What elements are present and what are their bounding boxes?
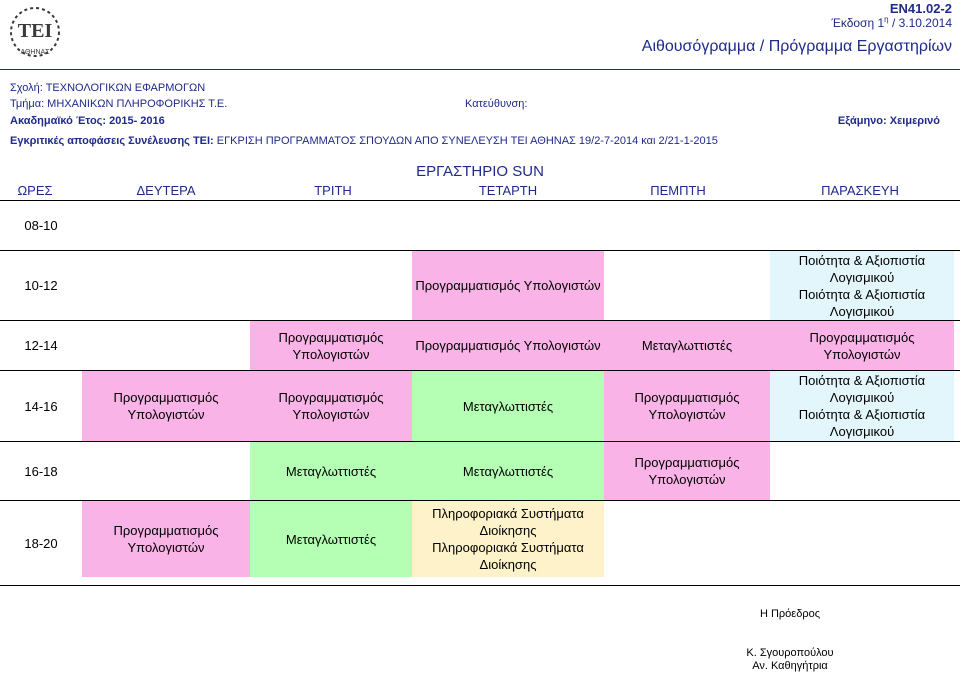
class-cell: Μεταγλωττιστές (250, 501, 412, 577)
signature-name: Κ. Σγουροπούλου (746, 647, 834, 659)
class-cell: Προγραμματισμός Υπολογιστών (770, 321, 954, 370)
class-cell: Μεταγλωττιστές (412, 442, 604, 500)
class-cell: Προγραμματισμός Υπολογιστών (604, 371, 770, 441)
day-header-wednesday: ΤΕΤΑΡΤΗ (478, 183, 538, 198)
class-cell: Προγραμματισμός Υπολογιστών (250, 371, 412, 441)
grid-line (0, 585, 960, 586)
direction-label: Κατεύθυνση: (465, 98, 528, 110)
grid-line (0, 200, 960, 201)
tei-athens-logo (4, 2, 66, 60)
class-cell: Ποιότητα & Αξιοπιστία Λογισμικού Ποιότητα & Αξιοπιστία Λογισμικού (770, 251, 954, 320)
school-label: Σχολή: ΤΕΧΝΟΛΟΓΙΚΩΝ ΕΦΑΡΜΟΓΩΝ (10, 82, 206, 94)
decisions-label: Εγκριτικές αποφάσεις Συνέλευσης ΤΕΙ: ΕΓΚΡΙΣΗ ΠΡΟΓΡΑΜΜΑΤΟΣ ΣΠΟΥΔΩΝ ΑΠΟ ΣΥΝΕΛΕΥΣΗ ΤΕΙ ΑΘΗΝΑΣ 19/2-7-2014 και 2/21-1-2015 (10, 135, 718, 147)
class-cell: Προγραμματισμός Υπολογιστών (82, 371, 250, 441)
time-slot: 10-12 (24, 278, 58, 293)
signature-role: Η Πρόεδρος (759, 608, 821, 620)
lab-title: ΕΡΓΑΣΤΗΡΙΟ SUN (416, 163, 544, 180)
semester-label: Εξάμηνο: Χειμερινό (837, 115, 940, 127)
document-title: Αιθουσόγραμμα / Πρόγραμμα Εργαστηρίων (641, 38, 952, 55)
time-slot: 14-16 (24, 398, 58, 414)
class-cell: Ποιότητα & Αξιοπιστία Λογισμικού Ποιότητα & Αξιοπιστία Λογισμικού (770, 371, 954, 441)
hours-header: ΩΡΕΣ (17, 183, 53, 198)
svg-text:ΑΘΗΝΑΣ: ΑΘΗΝΑΣ (20, 49, 50, 56)
class-cell: Προγραμματισμός Υπολογιστών (250, 321, 412, 370)
class-cell: Μεταγλωττιστές (412, 371, 604, 441)
day-header-monday: ΔΕΥΤΕΡΑ (136, 183, 196, 198)
department-label: Τμήμα: ΜΗΧΑΝΙΚΩΝ ΠΛΗΡΟΦΟΡΙΚΗΣ Τ.Ε. (10, 98, 228, 110)
class-cell: Μεταγλωττιστές (604, 321, 770, 370)
divider (0, 69, 960, 70)
edition-info: Έκδοση $1^\eta / 3.10.2014$ (831, 15, 952, 30)
day-header-thursday: ΠΕΜΠΤΗ (650, 183, 706, 198)
class-cell: Προγραμματισμός Υπολογιστών (412, 321, 604, 370)
time-slot: 16-18 (24, 463, 58, 479)
class-cell: Μεταγλωττιστές (250, 442, 412, 500)
time-slot: 08-10 (24, 218, 58, 233)
class-cell: Προγραμματισμός Υπολογιστών (412, 251, 604, 320)
day-header-friday: ΠΑΡΑΣΚΕΥΗ (821, 183, 899, 198)
year-label: Ακαδημαϊκό Έτος: 2015- 2016 (10, 115, 165, 127)
class-cell: Προγραμματισμός Υπολογιστών (604, 442, 770, 500)
signature-title: Αν. Καθηγήτρια (752, 660, 828, 672)
class-cell: Πληροφοριακά Συστήματα Διοίκησης Πληροφοριακά Συστήματα Διοίκησης (412, 501, 604, 577)
svg-text:ΤΕΙ: ΤΕΙ (17, 20, 53, 42)
day-header-tuesday: ΤΡΙΤΗ (314, 183, 352, 198)
document-code: ΕΝ41.02-2 (889, 1, 952, 16)
time-slot: 12-14 (24, 338, 58, 353)
class-cell: Προγραμματισμός Υπολογιστών (82, 501, 250, 577)
time-slot: 18-20 (24, 535, 58, 551)
